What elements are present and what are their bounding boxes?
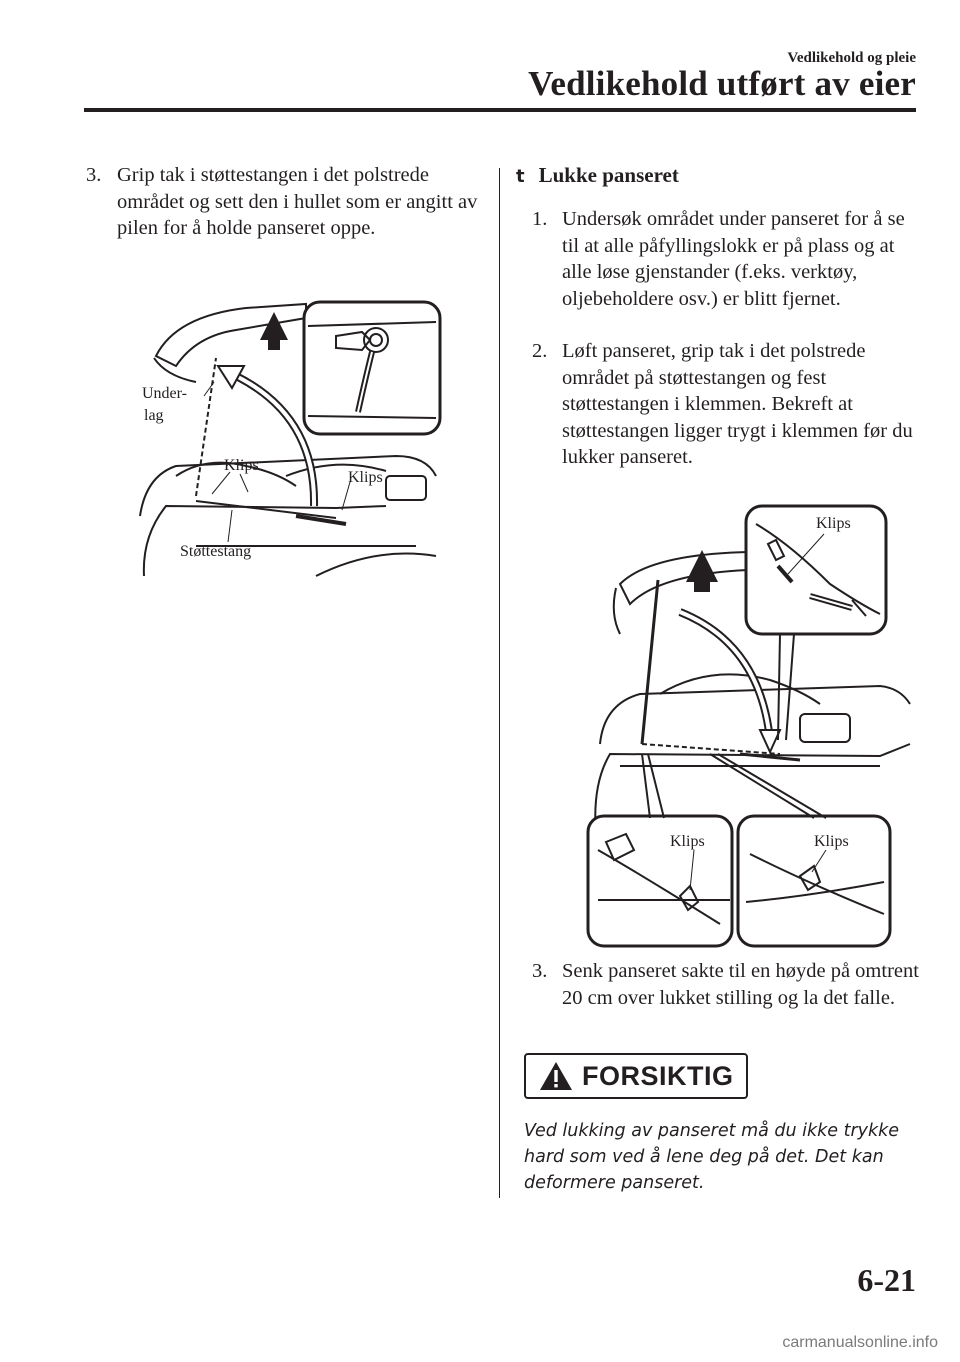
step-text: Løft panseret, grip tak i det polstrede området på støttestangen og fest støttestangen i klemmen. Bekreft at støttestangen ligger trygt i klemmen før du lukker panseret. xyxy=(562,340,913,469)
warning-triangle-icon xyxy=(538,1060,574,1092)
label-underlag-1: Under- xyxy=(142,385,187,402)
right-step-2 xyxy=(532,338,922,471)
left-step-3 xyxy=(86,162,478,242)
step-text: Senk panseret sakte til en høyde på omtrent 20 cm over lukket stilling og la det falle. xyxy=(562,960,919,1009)
label-klips-a: Klips xyxy=(224,457,259,474)
watermark: carmanualsonline.info xyxy=(782,1334,938,1351)
page-title: Vedlikehold utført av eier xyxy=(528,64,916,103)
section-heading xyxy=(516,163,679,188)
page-number: 6-21 xyxy=(857,1262,916,1298)
label-klips-b: Klips xyxy=(348,469,383,486)
chapter-subtitle: Vedlikehold og pleie xyxy=(787,50,916,66)
step-number: 2. xyxy=(532,340,548,362)
step-text: Undersøk området under panseret for å se til at alle påfyllingslokk er på plass og at alle løse gjenstander (f.eks. verktøy, oljebeholdere osv.) er blitt fjernet. xyxy=(562,208,905,310)
right-step-3 xyxy=(532,958,922,1011)
right-step-1 xyxy=(532,206,922,312)
column-divider xyxy=(499,168,500,1198)
label-stottestang: Støttestang xyxy=(180,543,252,560)
hood-close-illustration xyxy=(580,504,920,948)
section-marker-icon: t xyxy=(516,166,525,187)
caution-text: Ved lukking av panseret må du ikke trykke hard som ved å lene deg på det. Det kan deformere panseret. xyxy=(524,1121,900,1193)
header-rule xyxy=(84,108,916,112)
label-underlag-2: lag xyxy=(144,407,164,424)
label-klips-top: Klips xyxy=(816,515,851,532)
hood-prop-illustration xyxy=(136,296,446,586)
caution-title: FORSIKTIG xyxy=(582,1060,734,1091)
section-title: Lukke panseret xyxy=(538,163,679,187)
step-text: Grip tak i støttestangen i det polstrede området og sett den i hullet som er angitt av pilen for å holde panseret oppe. xyxy=(117,164,478,240)
caution-box xyxy=(524,1053,748,1099)
step-number: 3. xyxy=(86,164,102,186)
label-klips-right: Klips xyxy=(814,833,849,850)
step-number: 3. xyxy=(532,960,548,982)
step-number: 1. xyxy=(532,208,548,230)
label-klips-left: Klips xyxy=(670,833,705,850)
